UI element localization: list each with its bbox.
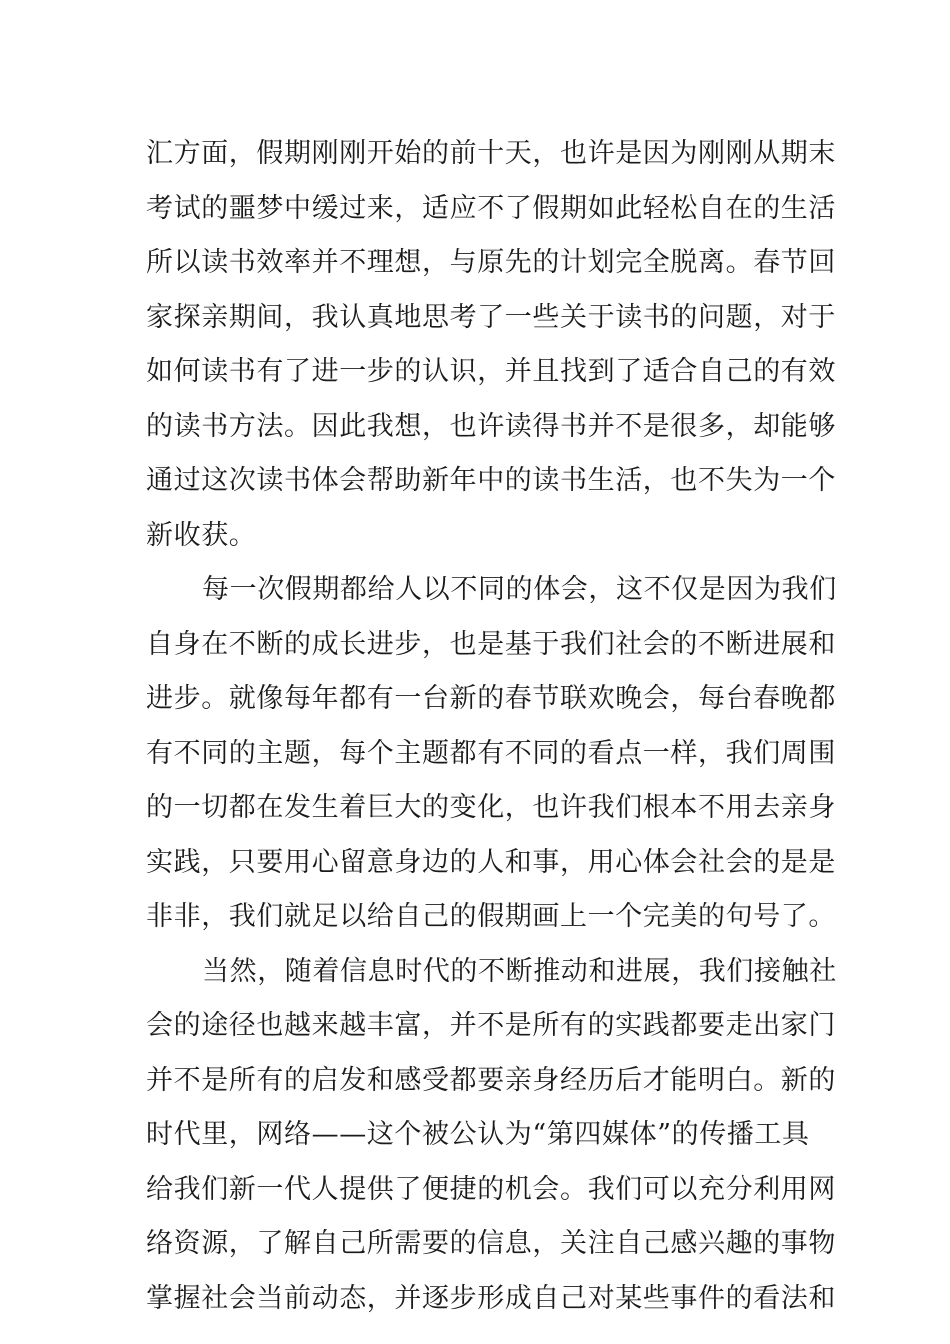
text-line: 自身在不断的成长进步，也是基于我们社会的不断进展和 (146, 628, 836, 660)
text-line: 实践，只要用心留意身边的人和事，用心体会社会的是是 (146, 846, 836, 878)
text-line: 所以读书效率并不理想，与原先的计划完全脱离。春节回 (146, 247, 836, 278)
text-line: 有不同的主题，每个主题都有不同的看点一样，我们周围 (146, 737, 836, 769)
text-line: 的读书方法。因此我想，也许读得书并不是很多，却能够 (146, 410, 836, 442)
text-line: 络资源，了解自己所需要的信息，关注自己感兴趣的事物 (146, 1228, 836, 1259)
text-line: 考试的噩梦中缓过来，适应不了假期如此轻松自在的生活 (146, 192, 836, 224)
text-line: 新收获。 (146, 519, 257, 551)
text-line: 会的途径也越来越丰富，并不是所有的实践都要走出家门 (146, 1010, 836, 1041)
text-line: 给我们新一代人提供了便捷的机会。我们可以充分利用网 (146, 1173, 836, 1205)
text-line: 的一切都在发生着巨大的变化，也许我们根本不用去亲身 (146, 792, 836, 823)
text-line: 汇方面，假期刚刚开始的前十天，也许是因为刚刚从期末 (146, 138, 836, 169)
text-line: 时代里，网络——这个被公认为“第四媒体”的传播工具 (146, 1119, 810, 1150)
text-line: 非非，我们就足以给自己的假期画上一个完美的句号了。 (146, 901, 836, 932)
text-line: 掌握社会当前动态，并逐步形成自己对某些事件的看法和 (146, 1282, 836, 1314)
text-line: 通过这次读书体会帮助新年中的读书生活，也不失为一个 (146, 465, 836, 496)
text-line: 进步。就像每年都有一台新的春节联欢晚会，每台春晚都 (146, 683, 836, 714)
paragraph-first-line: 当然，随着信息时代的不断推动和进展，我们接触社 (202, 955, 837, 987)
body-text (146, 127, 837, 1326)
text-line: 如何读书有了进一步的认识，并且找到了适合自己的有效 (146, 356, 836, 387)
text-line: 家探亲期间，我认真地思考了一些关于读书的问题，对于 (146, 301, 836, 333)
paragraph-first-line: 每一次假期都给人以不同的体会，这不仅是因为我们 (202, 574, 837, 605)
text-line: 并不是所有的启发和感受都要亲身经历后才能明白。新的 (146, 1064, 836, 1096)
